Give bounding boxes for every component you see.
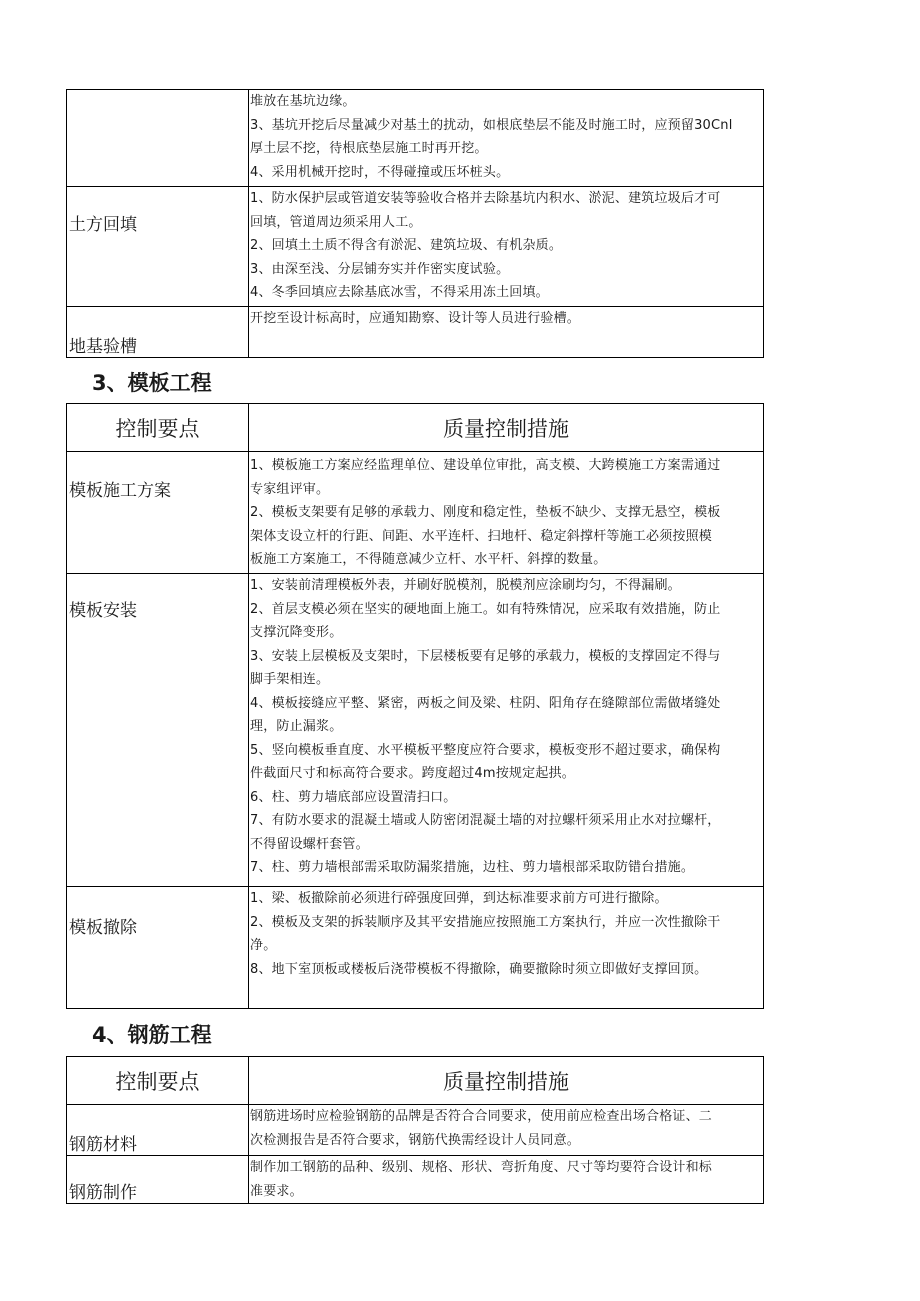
measure-line: 厚土层不挖，待根底垫层施工时再开挖。 — [250, 141, 488, 156]
row-key-plan — [67, 452, 249, 574]
section-title-formwork: 3、模板工程 — [92, 371, 212, 395]
row-key-install — [67, 574, 249, 887]
row-measures — [249, 887, 764, 1009]
measure-line: 次检测报告是否符合要求，钢筋代换需经设计人员同意。 — [250, 1132, 581, 1148]
row-key-backfill — [67, 187, 249, 307]
row-measures — [249, 1156, 764, 1204]
measure-line: 6、柱、剪力墙底部应设置清扫口。 — [250, 789, 457, 805]
measure-line: 2、模板及支架的拆装顺序及其平安措施应按照施工方案执行，并应一次性撤除干 — [250, 914, 721, 930]
measure-line: 4、冬季回填应去除基底冰雪，不得采用冻土回填。 — [250, 285, 549, 300]
row-measures — [249, 1105, 764, 1156]
measure-line: 2、首层支模必须在坚实的硬地面上施工。如有特殊情况，应采取有效措施，防止 — [250, 601, 721, 617]
measure-line: 件截面尺寸和标高符合要求。跨度超过4m按规定起拱。 — [250, 766, 575, 781]
row-measures — [249, 452, 764, 574]
row-measures — [249, 574, 764, 887]
row-key-label: 钢筋制作 — [69, 1183, 137, 1203]
measure-line: 1、模板施工方案应经监理单位、建设单位审批，高支模、大跨模施工方案需通过 — [250, 458, 721, 473]
row-key-fabrication — [67, 1156, 249, 1204]
measure-line: 3、由深至浅、分层铺夯实并作密实度试验。 — [250, 261, 510, 277]
row-measures — [249, 187, 764, 307]
measure-line: 回填，管道周边须采用人工。 — [250, 214, 422, 230]
header-quality-measures: 质量控制措施 — [249, 404, 764, 452]
measure-line: 堆放在基坑边缘。 — [250, 94, 356, 109]
measure-line: 1、梁、板撤除前必须进行碎强度回弹，到达标准要求前方可进行撤除。 — [250, 891, 668, 906]
measure-line: 5、竖向模板垂直度、水平模板平整度应符合要求，模板变形不超过要求，确保构 — [250, 742, 721, 758]
row-key-label: 钢筋材料 — [69, 1135, 137, 1155]
measure-line: 专家组评审。 — [250, 481, 330, 497]
measure-line: 理，防止漏浆。 — [250, 719, 343, 734]
row-measures — [249, 307, 764, 358]
measure-line: 4、模板接缝应平整、紧密，两板之间及梁、柱阴、阳角存在缝隙部位需做堵缝处 — [250, 695, 721, 711]
measure-line: 8、地下室顶板或楼板后浇带模板不得撤除，确要撤除时须立即做好支撑回顶。 — [250, 961, 708, 977]
measure-line: 7、有防水要求的混凝土墙或人防密闭混凝土墙的对拉螺杆须采用止水对拉螺杆， — [250, 813, 721, 828]
earthwork-table — [66, 89, 764, 358]
row-key-label: 模板安装 — [69, 601, 137, 621]
row-key-label: 模板撤除 — [69, 917, 137, 938]
formwork-table — [66, 403, 764, 1009]
header-control-points: 控制要点 — [67, 404, 249, 452]
row-key-label: 土方回填 — [69, 214, 137, 235]
header-control-points: 控制要点 — [67, 1057, 249, 1105]
measure-line: 7、柱、剪力墙根部需采取防漏浆措施，边柱、剪力墙根部采取防错台措施。 — [250, 860, 695, 875]
row-key-material — [67, 1105, 249, 1156]
measure-line: 准要求。 — [250, 1183, 303, 1199]
measure-line: 脚手架相连。 — [250, 672, 330, 687]
measure-line: 1、防水保护层或管道安装等验收合格并去除基坑内积水、淤泥、建筑垃圾后才可 — [250, 191, 721, 206]
measure-line: 架体支设立杆的行距、间距、水平连杆、扫地杆、稳定斜撑杆等施工必须按照模 — [250, 528, 713, 544]
measure-line: 3、安装上层模板及支架时，下层楼板要有足够的承载力，模板的支撑固定不得与 — [250, 648, 721, 664]
measure-line: 制作加工钢筋的品种、级别、规格、形状、弯折角度、尺寸等均要符合设计和标 — [250, 1160, 713, 1175]
measure-line: 2、模板支架要有足够的承载力、刚度和稳定性，垫板不缺少、支撑无悬空，模板 — [250, 505, 721, 520]
rebar-table — [66, 1056, 764, 1204]
row-key-label: 地基验槽 — [69, 337, 137, 357]
measure-line: 开挖至设计标高时，应通知勘察、设计等人员进行验槽。 — [250, 311, 581, 326]
measure-line: 4、采用机械开挖时，不得碰撞或压坏桩头。 — [250, 164, 510, 180]
row-key-removal — [67, 887, 249, 1009]
row-measures — [249, 90, 764, 187]
row-key-label: 模板施工方案 — [69, 480, 171, 501]
measure-line: 钢筋进场时应检验钢筋的品牌是否符合合同要求，使用前应检查出场合格证、二 — [250, 1109, 713, 1124]
row-key-empty — [67, 90, 249, 187]
measure-line: 不得留设螺杆套管。 — [250, 836, 369, 852]
row-key-inspection — [67, 307, 249, 358]
measure-line: 3、基坑开挖后尽量减少对基土的扰动，如根底垫层不能及时施工时，应预留30Cnl — [250, 117, 733, 133]
measure-line: 支撑沉降变形。 — [250, 625, 343, 640]
measure-line: 1、安装前清理模板外表，并刷好脱模剂，脱模剂应涂刷均匀，不得漏刷。 — [250, 578, 681, 593]
header-quality-measures: 质量控制措施 — [249, 1057, 764, 1105]
measure-line: 2、回填土土质不得含有淤泥、建筑垃圾、有机杂质。 — [250, 238, 563, 253]
measure-line: 板施工方案施工，不得随意减少立杆、水平杆、斜撑的数量。 — [250, 552, 607, 567]
section-title-rebar: 4、钢筋工程 — [92, 1023, 212, 1047]
measure-line: 净。 — [250, 938, 277, 953]
